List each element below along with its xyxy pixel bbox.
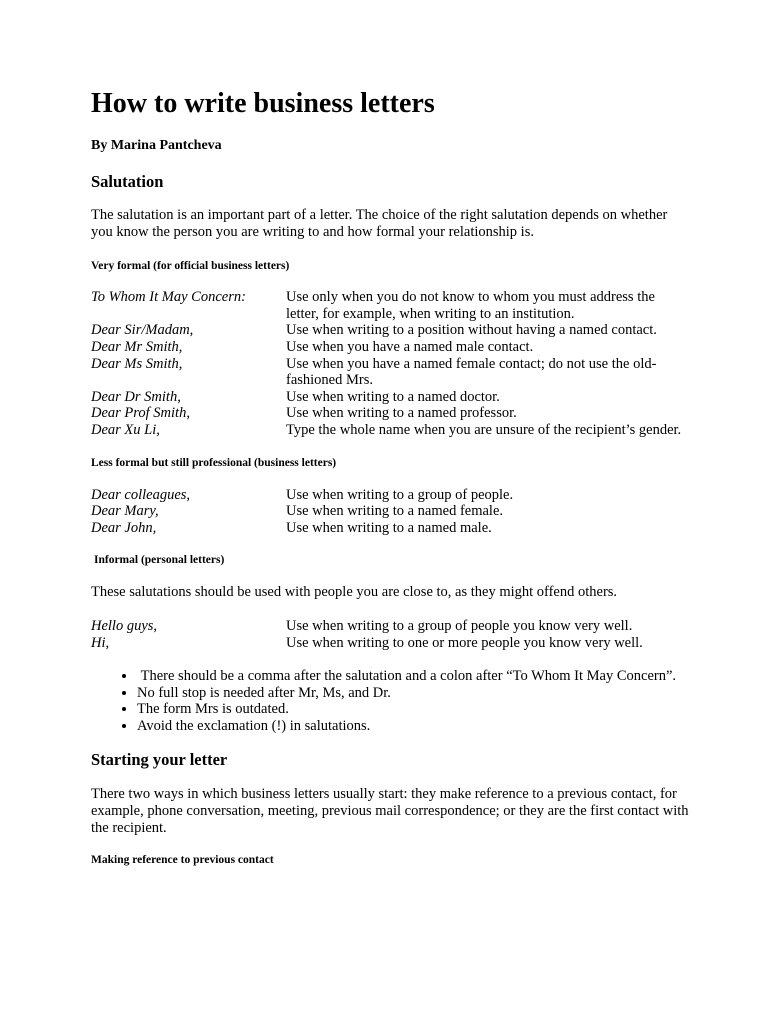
less-formal-table: [91, 487, 691, 537]
salutation-usage: Use when you have a named male contact.: [286, 338, 534, 355]
previous-contact-heading: Making reference to previous contact: [91, 854, 274, 867]
very-formal-heading: Very formal (for official business letters): [91, 260, 290, 273]
salutation-usage: Use when you have a named female contact; do not use the old-fashioned Mrs.: [286, 355, 657, 389]
salutation-term: Hello guys,: [91, 617, 158, 634]
table-row: [91, 289, 691, 322]
table-row: [91, 618, 691, 635]
salutation-term: Hi,: [91, 634, 110, 651]
salutation-term: Dear Mr Smith,: [91, 338, 183, 355]
list-item: • Avoid the exclamation (!) in salutations.: [137, 718, 691, 735]
salutation-usage: Use when writing to a position without having a named contact.: [286, 322, 657, 339]
author-byline: By Marina Pantcheva: [91, 138, 222, 153]
salutation-term: Dear John,: [91, 519, 157, 536]
salutation-term: Dear Dr Smith,: [91, 388, 181, 405]
salutation-term: Dear colleagues,: [91, 486, 191, 503]
table-row: [91, 339, 691, 356]
starting-letter-intro: There two ways in which business letters usually start: they make reference to a previous contact, for example, phone conversation, meeting, previous mail correspondence; or they are the first contact with the recipient.: [91, 786, 689, 836]
table-row: [91, 520, 691, 537]
less-formal-heading: Less formal but still professional (business letters): [91, 456, 337, 469]
table-row: [91, 487, 691, 504]
table-row: [91, 389, 691, 406]
salutation-term: Dear Mary,: [91, 503, 159, 520]
salutation-intro: The salutation is an important part of a letter. The choice of the right salutation depends on whether you know the person you are writing to and how formal your relationship is.: [91, 207, 668, 240]
salutation-usage: Use when writing to a named male.: [286, 519, 492, 536]
list-item: • No full stop is needed after Mr, Ms, and Dr.: [137, 685, 691, 702]
salutation-notes-list: [91, 668, 691, 734]
document-title: How to write business letters: [91, 88, 435, 119]
very-formal-table: [91, 289, 691, 438]
list-item: • The form Mrs is outdated.: [137, 701, 691, 718]
list-item: • There should be a comma after the salutation and a colon after “To Whom It May Concern”.: [137, 668, 691, 685]
table-row: [91, 405, 691, 422]
table-row: [91, 635, 691, 652]
salutation-usage: Type the whole name when you are unsure of the recipient’s gender.: [286, 421, 682, 438]
salutation-term: Dear Ms Smith,: [91, 355, 183, 372]
salutation-usage: Use when writing to a group of people.: [286, 486, 514, 503]
salutation-term: To Whom It May Concern:: [91, 289, 246, 306]
table-row: [91, 356, 691, 389]
starting-letter-heading: Starting your letter: [91, 750, 228, 770]
salutation-usage: Use only when you do not know to whom you must address the letter, for example, when writing to an institution.: [286, 289, 655, 322]
table-row: [91, 322, 691, 339]
document-page: [91, 86, 691, 867]
salutation-term: Dear Prof Smith,: [91, 405, 190, 422]
salutation-term: Dear Xu Li,: [91, 421, 160, 438]
salutation-usage: Use when writing to a named female.: [286, 503, 504, 520]
informal-heading: Informal (personal letters): [94, 554, 225, 567]
salutation-term: Dear Sir/Madam,: [91, 322, 194, 339]
salutation-usage: Use when writing to a named professor.: [286, 405, 517, 422]
salutation-heading: Salutation: [91, 172, 164, 191]
informal-table: [91, 618, 691, 651]
salutation-usage: Use when writing to a group of people you know very well.: [286, 617, 633, 634]
salutation-usage: Use when writing to one or more people you know very well.: [286, 634, 643, 651]
salutation-usage: Use when writing to a named doctor.: [286, 388, 500, 405]
table-row: [91, 422, 691, 439]
informal-intro: These salutations should be used with people you are close to, as they might offend others.: [91, 584, 618, 601]
table-row: [91, 503, 691, 520]
